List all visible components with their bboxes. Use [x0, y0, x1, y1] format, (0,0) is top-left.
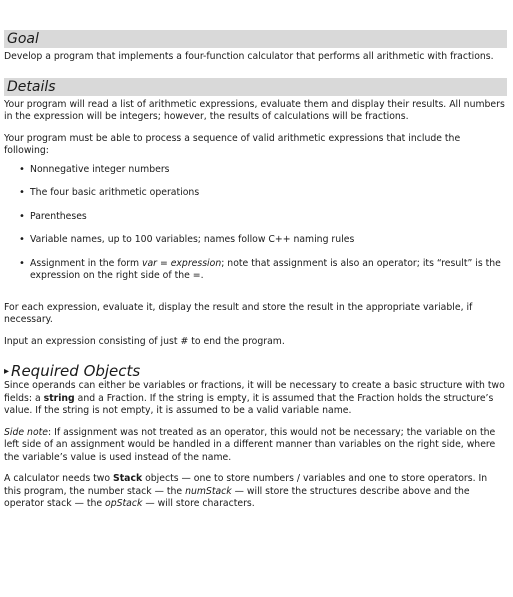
assignment-pre: Assignment in the form	[30, 257, 142, 269]
required-p3-text-c: objects — one to store numbers / variables and one to store operators. In this program, the number stack — the	[4, 473, 488, 497]
goal-heading-bar	[4, 30, 507, 48]
feature-list	[0, 164, 513, 283]
list-item-text: The four basic arithmetic operations	[30, 187, 200, 198]
required-objects-heading: Required Objects	[11, 362, 141, 380]
bullet-icon: •	[19, 257, 25, 269]
string-keyword: string	[43, 392, 75, 404]
details-heading-bar	[4, 78, 507, 96]
details-paragraph-4: Input an expression consisting of just # to end the program.	[4, 335, 285, 347]
list-item	[0, 234, 503, 247]
details-paragraph-3: For each expression, evaluate it, display the result and store the result in the appropriate variable, if necessary.	[4, 301, 473, 325]
list-item	[0, 258, 503, 283]
numstack-keyword: numStack	[185, 485, 232, 497]
goal-heading: Goal	[7, 31, 39, 47]
required-p1-text-a: Since operands can either be variables or fractions, it will be necessary to create a basic structure with two fields: a	[4, 380, 505, 404]
bullet-icon: •	[19, 187, 25, 198]
required-p3-text-e: — will store the structures describe above and the operator stack — the	[4, 485, 470, 509]
list-item-text: Nonnegative integer numbers	[30, 163, 170, 175]
assignment-post: ; note that assignment is also an operator; its “result” is the expression on the right side of the =.	[30, 257, 501, 281]
required-objects-heading-row	[4, 362, 505, 380]
side-note-label: Side note	[4, 426, 49, 438]
side-note-paragraph	[4, 427, 505, 465]
list-item	[0, 211, 503, 224]
stack-keyword: Stack	[113, 473, 143, 484]
list-item	[0, 164, 503, 177]
bullet-icon: •	[19, 163, 25, 175]
opstack-keyword: opStack	[105, 498, 143, 509]
required-paragraph-3	[4, 473, 505, 511]
bullet-icon: •	[19, 210, 25, 222]
list-item-text: Parentheses	[30, 210, 87, 222]
document-page	[0, 30, 513, 511]
list-item	[0, 187, 503, 200]
goal-paragraph: Develop a program that implements a four-function calculator that performs all arithmetic with fractions.	[4, 51, 494, 62]
list-item-text: Variable names, up to 100 variables; names follow C++ naming rules	[30, 234, 355, 245]
required-paragraph-1	[4, 380, 505, 418]
details-heading: Details	[7, 78, 56, 95]
details-paragraph-1: Your program will read a list of arithmetic expressions, evaluate them and display their results. All numbers in the expression will be integers; however, the results of calculations will be fractions.	[4, 98, 505, 122]
assignment-code: var = expression	[141, 257, 222, 269]
required-p3-text-g: — will store characters.	[142, 498, 255, 509]
side-note-text: : If assignment was not treated as an operator, this would not be necessary; the variable on the left side of an assignment would be handled in a different manner than variables on the right side, where the variable’s value is used instead of the name.	[4, 426, 496, 463]
bullet-icon: •	[19, 234, 25, 245]
required-p3-text-a: A calculator needs two	[4, 473, 114, 484]
details-paragraph-2: Your program must be able to process a sequence of valid arithmetic expressions that include the following:	[4, 132, 461, 156]
required-p1-text-c: and a Fraction. If the string is empty, it is assumed that the Fraction holds the structure’s value. If the string is not empty, it is assumed to be a valid variable name.	[4, 392, 494, 416]
triangle-right-icon: ▸	[4, 365, 10, 377]
